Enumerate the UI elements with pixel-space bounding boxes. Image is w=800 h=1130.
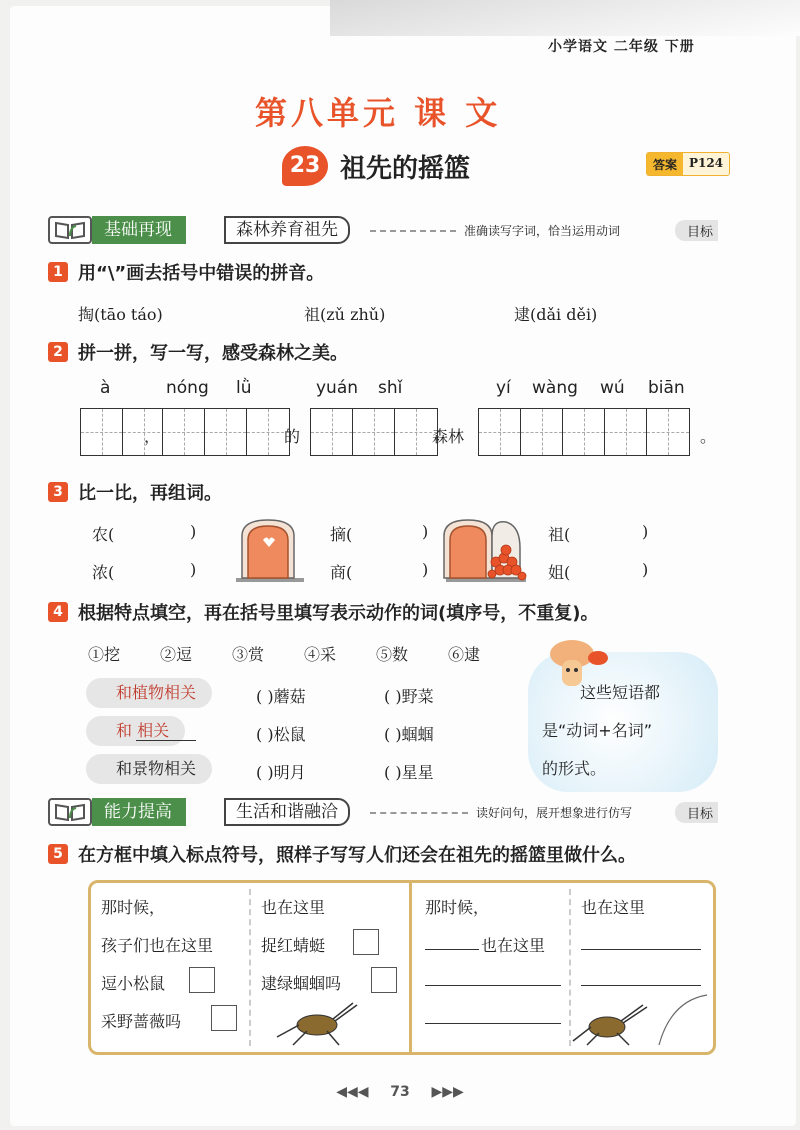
q3-close: ) — [422, 522, 429, 541]
question-number: 2 — [48, 342, 68, 362]
category-label: 和植物相关 — [116, 683, 197, 702]
target-tag: 目标 — [675, 802, 718, 823]
bubble-line: 这些短语都 — [580, 683, 661, 702]
writing-box[interactable] — [478, 408, 690, 456]
section-bar-basic — [48, 216, 718, 244]
pinyin: nóng — [166, 378, 209, 398]
table-text: 那时候， — [425, 898, 490, 917]
writing-box[interactable] — [310, 408, 438, 456]
category-label: 和 相关 — [116, 721, 170, 740]
table-text: 也在这里 — [581, 898, 646, 917]
target-tag: 目标 — [675, 220, 718, 241]
lesson-number-badge: 23 — [282, 146, 328, 186]
phrase-blank[interactable]: ( )星星 — [384, 763, 434, 782]
pinyin: à — [100, 378, 111, 398]
question-text: 用“\”画去括号中错误的拼音。 — [78, 263, 325, 284]
separator-forest: 森林 — [432, 427, 465, 446]
punctuation-box[interactable] — [371, 967, 397, 993]
category-pill — [86, 754, 212, 784]
section-divider — [370, 812, 468, 814]
answer-label: 答案 — [647, 153, 683, 175]
separator-end: 。 — [700, 427, 717, 446]
option: ⑤数 — [376, 645, 409, 664]
phrase-blank[interactable]: ( )蘑菇 — [256, 687, 306, 706]
option: ④采 — [304, 645, 337, 664]
table-text: 孩子们也在这里 — [101, 936, 214, 955]
cricket-icon — [567, 1001, 657, 1047]
door-with-fruit-illustration — [440, 518, 530, 582]
question-text: 拼一拼，写一写，感受森林之美。 — [78, 343, 348, 364]
option: ①挖 — [88, 645, 121, 664]
section-bar-advanced — [48, 798, 718, 826]
q3-item[interactable]: 浓( — [92, 563, 115, 582]
question-text: 比一比，再组词。 — [78, 483, 222, 504]
writing-line[interactable] — [425, 949, 479, 950]
writing-line[interactable] — [581, 985, 701, 986]
pinyin: yí — [496, 378, 511, 398]
punctuation-box[interactable] — [353, 929, 379, 955]
table-text: 也在这里 — [261, 898, 326, 917]
pinyin: lǜ — [236, 378, 252, 398]
answer-page: P124 — [683, 153, 729, 175]
category-blank[interactable] — [136, 740, 196, 741]
table-text: 逮绿蝈蝈吗 — [261, 974, 342, 993]
phrase-blank[interactable]: ( )蝈蝈 — [384, 725, 434, 744]
q3-item[interactable]: 祖( — [548, 525, 571, 544]
phrase-blank[interactable]: ( )野菜 — [384, 687, 434, 706]
pinyin: wàng — [532, 378, 578, 398]
bubble-line: 的形式。 — [542, 759, 607, 778]
table-text: 采野蔷薇吗 — [101, 1012, 182, 1031]
writing-line[interactable] — [425, 985, 561, 986]
question-number: 3 — [48, 482, 68, 502]
writing-box[interactable] — [162, 408, 290, 456]
phrase-blank[interactable]: ( )明月 — [256, 763, 306, 782]
section-subtitle: 森林养育祖先 — [224, 216, 350, 244]
pinyin: yuán — [316, 378, 359, 398]
page-number: 73 — [390, 1084, 410, 1100]
door-illustration — [230, 518, 308, 582]
writing-line[interactable] — [581, 949, 701, 950]
category-label: 和景物相关 — [116, 759, 197, 778]
q1-item[interactable]: 祖(zǔ zhǔ) — [304, 305, 386, 324]
punctuation-box[interactable] — [211, 1005, 237, 1031]
phrase-blank[interactable]: ( )松鼠 — [256, 725, 306, 744]
q3-close: ) — [642, 560, 649, 579]
answer-tag[interactable] — [646, 152, 730, 176]
bubble-line: 是“动词+名词” — [542, 721, 652, 740]
section-label: 基础再现 — [92, 216, 186, 244]
unit-title: 第八单元 课 文 — [255, 94, 502, 132]
q1-item[interactable]: 掏(tāo táo) — [78, 305, 163, 324]
q3-close: ) — [422, 560, 429, 579]
q3-close: ) — [190, 522, 197, 541]
q1-item[interactable]: 逮(dǎi děi) — [514, 305, 598, 324]
book-icon — [48, 216, 92, 244]
section-divider — [370, 230, 456, 232]
question-number: 4 — [48, 602, 68, 622]
pinyin: shǐ — [378, 378, 403, 398]
prev-arrows[interactable]: ◀◀◀ — [336, 1084, 369, 1100]
q3-item[interactable]: 农( — [92, 525, 115, 544]
book-icon — [48, 798, 92, 826]
section-goal: 准确读写字词，恰当运用动词 — [464, 224, 621, 238]
category-pill — [86, 678, 212, 708]
writing-line[interactable] — [425, 1023, 561, 1024]
category-pill — [86, 716, 185, 746]
question-text: 在方框中填入标点符号，照样子写写人们还会在祖先的摇篮里做什么。 — [78, 845, 636, 866]
pinyin: wú — [600, 378, 625, 398]
q3-close: ) — [190, 560, 197, 579]
imitation-writing-table — [88, 880, 716, 1055]
section-label: 能力提高 — [92, 798, 186, 826]
cricket-icon — [269, 1001, 359, 1047]
option: ⑥逮 — [448, 645, 481, 664]
question-number: 5 — [48, 844, 68, 864]
table-text: 捉红蜻蜓 — [261, 936, 326, 955]
next-arrows[interactable]: ▶▶▶ — [431, 1084, 464, 1100]
punctuation-box[interactable] — [189, 967, 215, 993]
section-subtitle: 生活和谐融洽 — [224, 798, 350, 826]
q3-item[interactable]: 摘( — [330, 525, 353, 544]
q3-close: ) — [642, 522, 649, 541]
question-number: 1 — [48, 262, 68, 282]
option: ③赏 — [232, 645, 265, 664]
table-text: 逗小松鼠 — [101, 974, 166, 993]
page-corner-shadow — [330, 0, 800, 36]
question-text: 根据特点填空，再在括号里填写表示动作的词(填序号，不重复)。 — [78, 603, 599, 624]
table-text: 也在这里 — [481, 936, 546, 955]
lesson-title: 祖先的摇篮 — [340, 154, 471, 184]
separator-de: 的 — [284, 427, 301, 446]
section-goal: 读好问句，展开想象进行仿写 — [476, 806, 633, 820]
q3-item[interactable]: 姐( — [548, 563, 571, 582]
leaf-sketch-icon — [651, 991, 711, 1047]
header-meta: 小学语文 二年级 下册 — [548, 39, 695, 55]
pinyin: biān — [648, 378, 685, 398]
page-footer — [0, 1084, 800, 1100]
q3-item[interactable]: 商( — [330, 563, 353, 582]
separator-comma: ， — [144, 427, 161, 446]
table-text: 那时候， — [101, 898, 166, 917]
option: ②逗 — [160, 645, 193, 664]
